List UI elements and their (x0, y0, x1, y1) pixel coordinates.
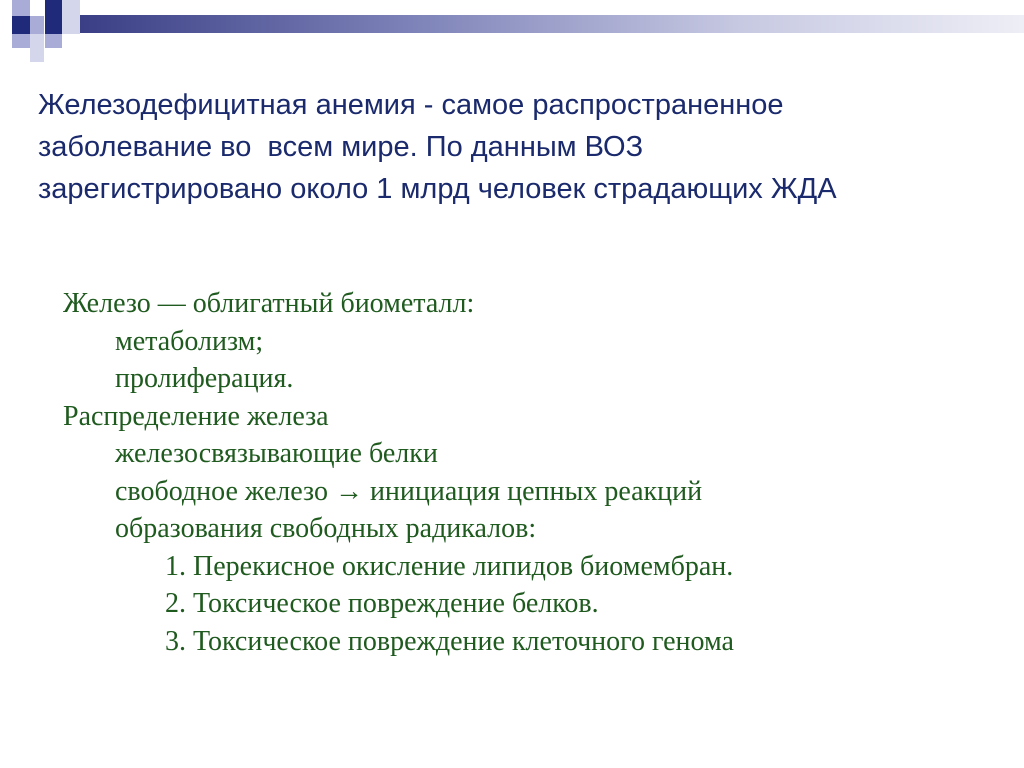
body-line: Распределение железа (63, 400, 329, 432)
corner-square-decoration (30, 16, 44, 34)
body-line: железосвязывающие белки (115, 438, 438, 469)
corner-square-decoration (12, 0, 30, 16)
corner-square-decoration (45, 34, 62, 48)
title-line: зарегистрировано около 1 млрд человек страдающих ЖДА (38, 173, 837, 205)
corner-square-decoration (12, 34, 30, 48)
list-item: 2. Токсическое повреждение белков. (165, 588, 599, 619)
corner-square-decoration (30, 48, 44, 62)
slide-body (63, 285, 963, 660)
title-line: Железодефицитная анемия - самое распространенное (38, 89, 784, 121)
header-gradient-bar (80, 15, 1024, 33)
corner-square-decoration (62, 0, 80, 16)
slide-title (38, 84, 998, 210)
body-line: образования свободных радикалов: (115, 513, 537, 544)
body-line: метаболизм; (115, 325, 264, 357)
corner-square-decoration (62, 16, 80, 34)
body-line: Железо — облигатный биометалл: (63, 288, 475, 319)
list-item: 1. Перекисное окисление липидов биомембран. (165, 550, 734, 582)
body-line: свободное железо → инициация цепных реакций (115, 475, 703, 507)
list-item: 3. Токсическое повреждение клеточного генома (165, 625, 734, 657)
corner-square-decoration (45, 16, 62, 34)
body-line: пролиферация. (115, 363, 294, 394)
corner-square-decoration (12, 16, 30, 34)
title-line: заболевание во всем мире. По данным ВОЗ (38, 131, 644, 163)
corner-square-decoration (45, 0, 63, 16)
corner-square-decoration (30, 34, 44, 48)
